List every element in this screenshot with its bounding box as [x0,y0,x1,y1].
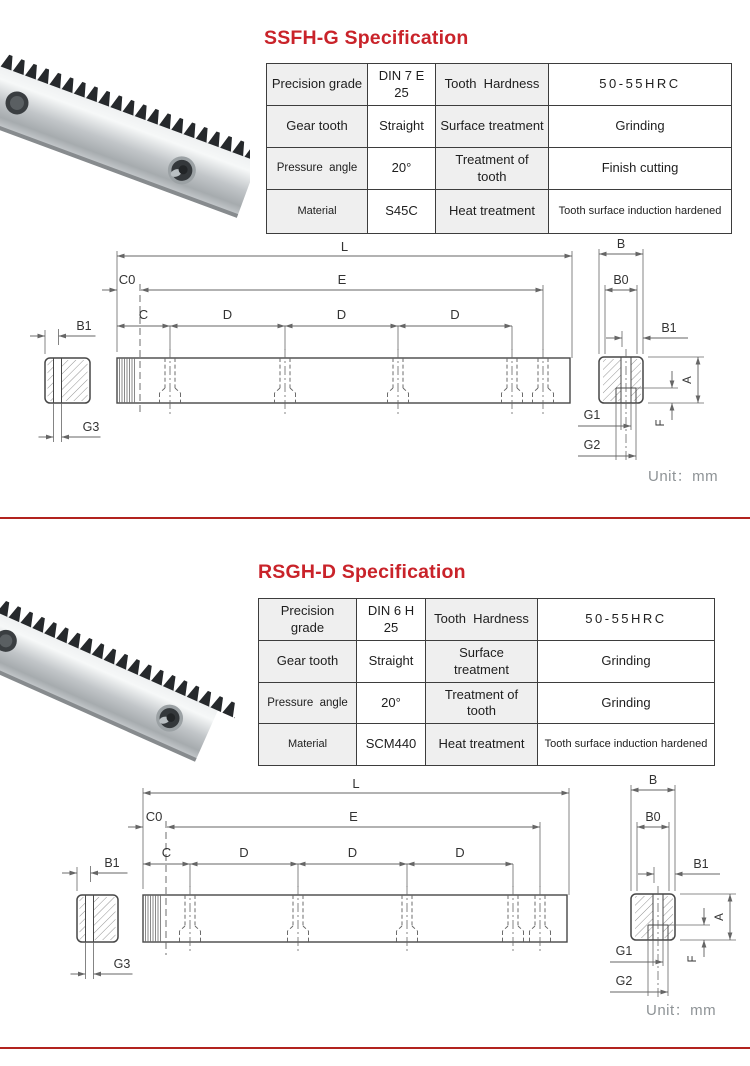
dim-arrow [91,871,99,876]
dim-arrow [143,862,151,867]
spec-label-cell: Treatment of tooth [436,148,549,190]
dim-label-C: C [138,307,149,322]
hole-chamfer-line [288,926,294,931]
dim-label-B: B [616,237,626,251]
dim-arrow [117,254,125,259]
dim-label-L: L [352,776,360,791]
dim-label-F: F [687,955,699,963]
dim-arrow [647,872,655,877]
spec-value-cell: SCM440 [357,724,426,766]
hole-chamfer-line [412,926,418,931]
dim-arrow [136,825,144,830]
spec-value-cell: Grinding [549,106,732,148]
dim-label-G1: G1 [583,408,601,422]
dim-label-B1: B1 [661,321,677,335]
spec-label-cell: Heat treatment [436,190,549,234]
spec-label-cell: Tooth Hardness [426,599,538,641]
dim-arrow [400,862,408,867]
dim-arrow [167,825,175,830]
dim-label-C: C [161,845,172,860]
dim-arrow [407,862,415,867]
hole-chamfer-line [290,388,296,393]
section-title: RSGH-D Specification [258,561,466,583]
dim-arrow [728,894,733,902]
spec-value-cell: DIN 7 E 25 [368,64,436,106]
dim-label-L: L [340,239,349,254]
hole-chamfer-line [275,388,281,393]
dim-arrow [143,791,151,796]
gear-rack-photo-2 [0,592,235,792]
dim-arrow [670,403,675,411]
dim-arrow [46,435,54,440]
dim-arrow [117,324,125,329]
dim-label-A: A [682,376,694,384]
unit-note: Unit：mm [646,1002,717,1019]
dim-label-G2: G2 [583,438,601,452]
dim-arrow [291,862,299,867]
dim-arrow [163,324,171,329]
dim-label-D: D [336,307,347,322]
red-divider [0,1047,750,1049]
spec-value-cell: 50-55HRC [549,64,732,106]
spec-label-cell: Precision grade [267,64,368,106]
spec-label-cell: Gear tooth [259,641,357,683]
dim-arrow [670,381,675,389]
dim-arrow [533,825,541,830]
dim-arrow [38,334,46,339]
dim-arrow [536,288,544,293]
dim-arrow [562,791,570,796]
spec-label-cell: Pressure angle [267,148,368,190]
spec-table-1 [266,63,732,234]
dim-label-G2: G2 [615,974,633,988]
dim-label-C0: C0 [118,272,136,287]
dim-label-G3: G3 [113,957,131,971]
dim-arrow [59,334,67,339]
dim-arrow [190,862,198,867]
dim-arrow [298,862,306,867]
dim-arrow [702,918,707,926]
dim-arrow [630,288,638,293]
spec-value-cell: DIN 6 H 25 [357,599,426,641]
spec-value-cell: Straight [368,106,436,148]
hole-chamfer-line [303,926,309,931]
hole-chamfer-line [502,388,508,393]
hole-chamfer-line [517,388,523,393]
dim-arrow [643,336,651,341]
dim-label-B0: B0 [645,810,661,824]
spec-label-cell: Surface treatment [436,106,549,148]
hole-chamfer-line [397,926,403,931]
hatch-fill [80,897,86,940]
spec-label-cell: Precision grade [259,599,357,641]
dim-label-G3: G3 [82,420,100,434]
dimension-drawing-2 [0,772,750,1035]
dim-arrow [398,324,406,329]
dim-label-D: D [222,307,233,322]
hole-chamfer-line [530,926,536,931]
hole-chamfer-line [160,388,166,393]
dim-arrow [656,960,664,965]
dim-arrow [696,357,701,365]
rack-side-view [117,358,570,403]
hole-chamfer-line [195,926,201,931]
dim-label-E: E [337,272,347,287]
dim-arrow [565,254,573,259]
dim-label-F: F [655,419,667,427]
dimension-drawing-1 [0,237,750,499]
unit-note: Unit：mm [648,468,719,485]
section-title: SSFH-G Specification [264,27,469,49]
dim-arrow [615,336,623,341]
dim-arrow [668,788,676,793]
dim-arrow [62,435,70,440]
dim-arrow [661,990,669,995]
dim-arrow [285,324,293,329]
dim-label-D: D [347,845,358,860]
spec-value-cell: Finish cutting [549,148,732,190]
dim-label-B1: B1 [104,856,120,870]
dim-arrow [183,862,191,867]
dim-arrow [391,324,399,329]
spec-value-cell: Grinding [538,641,715,683]
dim-label-E: E [349,809,358,824]
hole-chamfer-line [548,388,554,393]
hatch-fill [94,897,116,940]
dim-label-D: D [450,307,460,322]
hole-chamfer-line [180,926,186,931]
spec-table-2 [258,598,715,766]
dim-label-B1: B1 [76,319,92,333]
dim-arrow [505,324,513,329]
dim-arrow [696,396,701,404]
dim-arrow [141,288,149,293]
dim-arrow [662,825,670,830]
hole-chamfer-line [403,388,409,393]
dim-arrow [702,940,707,948]
spec-label-cell: Pressure angle [259,683,357,724]
spec-label-cell: Material [259,724,357,766]
spec-label-cell: Material [267,190,368,234]
rack-side-view [143,895,567,942]
dim-label-C0: C0 [145,809,163,824]
hole-chamfer-line [518,926,524,931]
dim-arrow [624,424,632,429]
spec-value-cell: Straight [357,641,426,683]
spec-value-cell: 20° [357,683,426,724]
hole-chamfer-line [175,388,181,393]
spec-value-cell: Tooth surface induction hardened [549,190,732,234]
hole-chamfer-line [533,388,539,393]
spec-value-cell: S45C [368,190,436,234]
hole-chamfer-line [388,388,394,393]
dim-label-G1: G1 [615,944,633,958]
hatch-fill [635,896,653,938]
spec-value-cell: Tooth surface induction hardened [538,724,715,766]
spec-value-cell: 50-55HRC [538,599,715,641]
hole-chamfer-line [503,926,509,931]
dim-arrow [629,454,637,459]
dim-label-B0: B0 [613,273,629,287]
dim-label-B1: B1 [693,857,709,871]
hatch-fill [603,359,621,401]
dim-arrow [110,288,118,293]
red-divider [0,517,750,519]
spec-label-cell: Gear tooth [267,106,368,148]
dim-arrow [599,252,607,257]
dim-arrow [637,825,645,830]
spec-label-cell: Tooth Hardness [436,64,549,106]
spec-label-cell: Treatment of tooth [426,683,538,724]
dim-label-D: D [239,845,249,860]
dim-arrow [94,972,102,977]
dim-label-B: B [648,773,658,787]
dim-label-D: D [455,845,465,860]
dim-arrow [78,972,86,977]
rack-body [0,53,250,217]
spec-value-cell: Grinding [538,683,715,724]
dim-arrow [170,324,178,329]
dim-arrow [506,862,514,867]
hatch-fill [48,360,54,401]
rack-body [0,599,235,774]
dim-arrow [70,871,78,876]
hole-chamfer-line [545,926,551,931]
dim-label-A: A [714,913,726,921]
hatch-fill [62,360,88,401]
dim-arrow [605,288,613,293]
dim-arrow [631,788,639,793]
gear-rack-photo-1 [0,0,250,232]
dim-arrow [278,324,286,329]
spec-label-cell: Heat treatment [426,724,538,766]
spec-label-cell: Surface treatment [426,641,538,683]
spec-value-cell: 20° [368,148,436,190]
dim-arrow [675,872,683,877]
dim-arrow [728,933,733,941]
dim-arrow [636,252,644,257]
